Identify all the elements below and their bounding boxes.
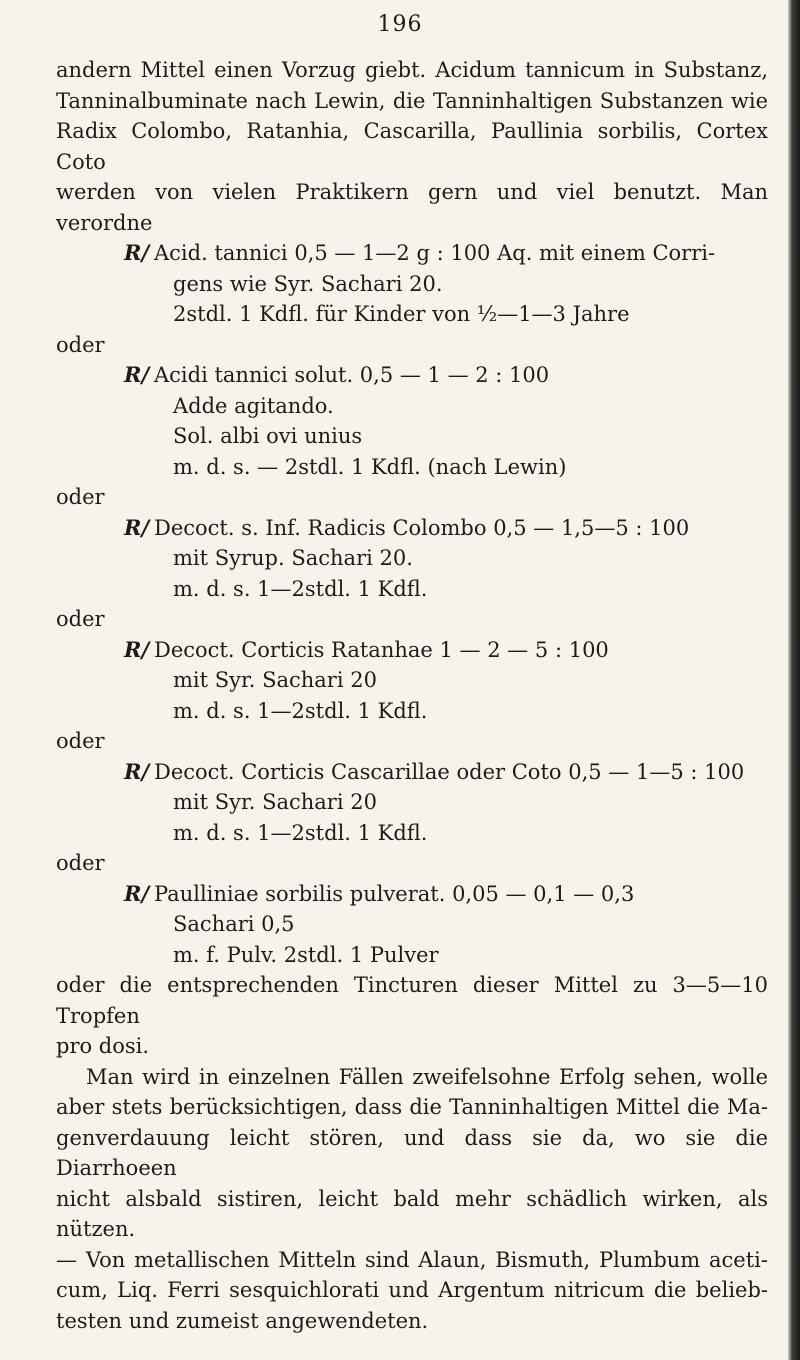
prescription-text: Decoct. Corticis Ratanhae 1 — 2 — 5 : 100 bbox=[154, 637, 609, 662]
prescription-line bbox=[56, 513, 768, 544]
rx-symbol: R/ bbox=[124, 636, 150, 662]
rx-symbol: R/ bbox=[124, 880, 150, 906]
page-number: 196 bbox=[377, 12, 423, 37]
text-line: oder die entsprechenden Tincturen dieser Mittel zu 3—5—10 Tropfen bbox=[56, 973, 768, 1028]
prescription-text: Decoct. s. Inf. Radicis Colombo 0,5 — 1,5—5 : 100 bbox=[154, 515, 690, 540]
oder-line: oder bbox=[56, 729, 105, 753]
prescription-line: mit Syr. Sachari 20 bbox=[173, 790, 377, 814]
prescription-line: Sachari 0,5 bbox=[173, 912, 295, 936]
prescription-line bbox=[56, 879, 768, 910]
prescription-text: Decoct. Corticis Cascarillae oder Coto 0,5 — 1—5 : 100 bbox=[154, 759, 745, 784]
text-line: werden von vielen Praktikern gern und viel benutzt. Man verordne bbox=[56, 180, 768, 235]
text-line: Tanninalbuminate nach Lewin, die Tanninhaltigen Substanzen wie bbox=[56, 88, 768, 113]
prescription-line: m. d. s. 1—2stdl. 1 Kdfl. bbox=[173, 698, 428, 723]
prescription-line bbox=[56, 238, 768, 269]
rx-symbol: R/ bbox=[124, 240, 150, 265]
prescription-line: m. d. s. 1—2stdl. 1 Kdfl. bbox=[173, 576, 428, 601]
text-line: genverdauung leicht stören, und dass sie da, wo sie die Diarrhoeen bbox=[56, 1125, 768, 1180]
prescription-text: Paulliniae sorbilis pulverat. 0,05 — 0,1 — 0,3 bbox=[154, 881, 635, 906]
prescription-line: 2stdl. 1 Kdfl. für Kinder von ½—1—3 Jahre bbox=[173, 302, 630, 326]
text-line: aber stets berücksichtigen, dass die Tanninhaltigen Mittel die Ma- bbox=[56, 1095, 768, 1119]
prescription-line: m. f. Pulv. 2stdl. 1 Pulver bbox=[173, 942, 439, 967]
rx-symbol: R/ bbox=[124, 514, 150, 540]
text-line: pro dosi. bbox=[56, 1034, 150, 1058]
prescription-text: Acidi tannici solut. 0,5 — 1 — 2 : 100 bbox=[154, 363, 550, 387]
page-edge-shadow bbox=[788, 0, 800, 1360]
oder-line: oder bbox=[56, 851, 105, 875]
oder-line: oder bbox=[56, 332, 105, 357]
rx-symbol: R/ bbox=[124, 758, 150, 784]
prescription-line: mit Syr. Sachari 20 bbox=[173, 668, 377, 692]
text-line: andern Mittel einen Vorzug giebt. Acidum tannicum in Substanz, bbox=[56, 58, 768, 82]
rx-symbol: R/ bbox=[124, 362, 150, 387]
prescription-line: Sol. albi ovi unius bbox=[173, 424, 363, 448]
prescription-line: m. d. s. — 2stdl. 1 Kdfl. (nach Lewin) bbox=[173, 454, 567, 479]
paragraph-start: Man wird in einzelnen Fällen zweifelsohne Erfolg sehen, wolle bbox=[86, 1064, 768, 1089]
oder-line: oder bbox=[56, 607, 105, 631]
prescription-line bbox=[56, 635, 768, 666]
oder-line: oder bbox=[56, 485, 105, 509]
prescription-line: Adde agitando. bbox=[173, 393, 334, 418]
prescription-line bbox=[56, 757, 768, 788]
text-line: nicht alsbald sistiren, leicht bald mehr schädlich wirken, als nützen. bbox=[56, 1186, 768, 1241]
text-line: — Von metallischen Mitteln sind Alaun, Bismuth, Plumbum aceti- bbox=[56, 1247, 768, 1272]
prescription-text: Acid. tannici 0,5 — 1—2 g : 100 Aq. mit einem Corri- bbox=[154, 241, 716, 265]
prescription-line: gens wie Syr. Sachari 20. bbox=[173, 271, 443, 296]
prescription-line bbox=[56, 360, 768, 391]
page-body bbox=[56, 55, 768, 1336]
prescription-line: m. d. s. 1—2stdl. 1 Kdfl. bbox=[173, 820, 428, 845]
text-line: testen und zumeist angewendeten. bbox=[56, 1308, 429, 1333]
prescription-line: mit Syrup. Sachari 20. bbox=[173, 546, 413, 570]
text-line: Radix Colombo, Ratanhia, Cascarilla, Paullinia sorbilis, Cortex Coto bbox=[56, 119, 768, 174]
text-line: cum, Liq. Ferri sesquichlorati und Argentum nitricum die belieb- bbox=[56, 1278, 768, 1302]
